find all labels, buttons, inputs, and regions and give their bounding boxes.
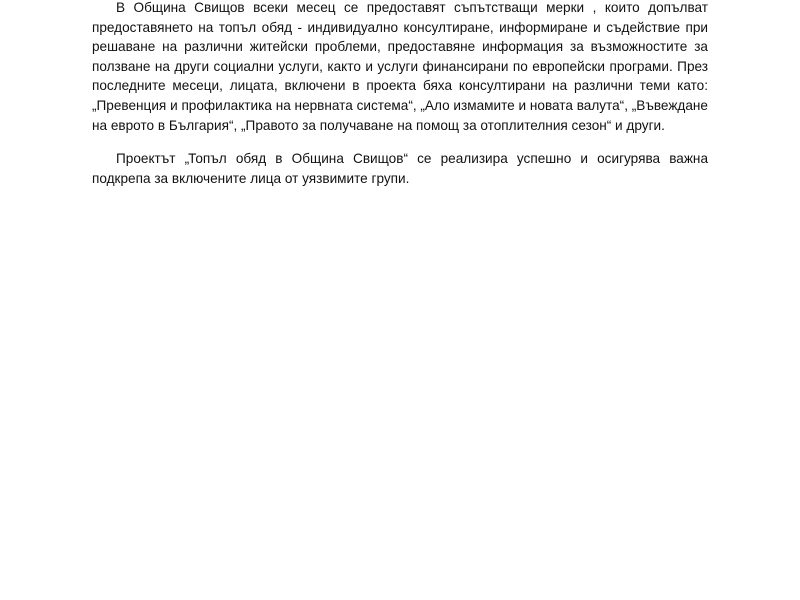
document-body xyxy=(92,0,708,188)
paragraph-project-summary: Проектът „Топъл обяд в Община Свищов“ се реализира успешно и осигурява важна подкрепа за включените лица от уязвимите групи. xyxy=(92,151,708,186)
paragraph-accompanying-measures: В Община Свищов всеки месец се предоставят съпътстващи мерки , които допълват предоставянето на топъл обяд - индивидуално консултиране, информиране и съдействие при решаване на различни житейски проблеми, предоставяне информация за възможностите за ползване на други социални услуги, както и услуги финансирани по европейски програми. През последните месеци, лицата, включени в проекта бяха консултирани на различни теми като: „Превенция и профилактика на нервната система“, „Ало измамите и новата валута“, „Въвеждане на еврото в България“, „Правото за получаване на помощ за отоплителния сезон“ и други. xyxy=(92,0,708,133)
